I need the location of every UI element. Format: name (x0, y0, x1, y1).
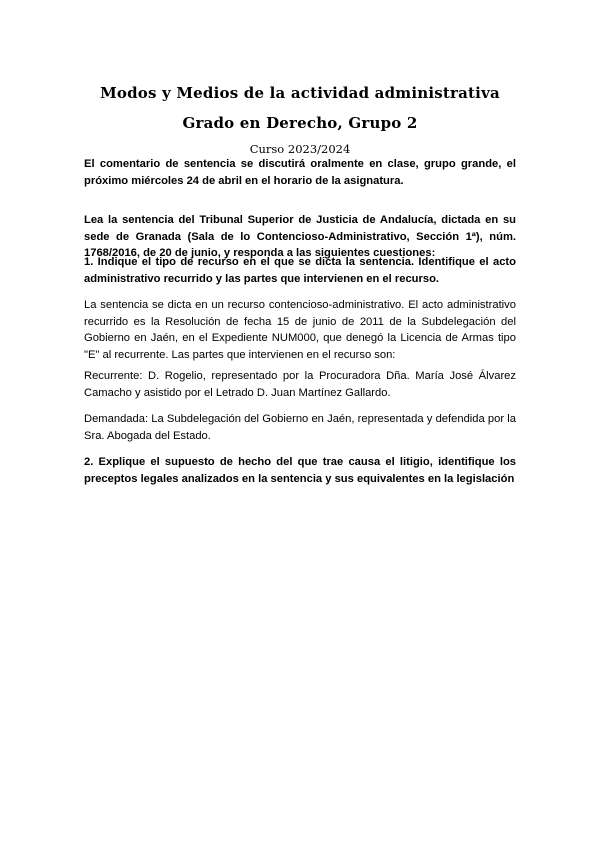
intro-paragraph: El comentario de sentencia se discutirá oralmente en clase, grupo grande, el próximo miércoles 24 de abril en el horario de la asignatura. (84, 158, 516, 187)
instruction-paragraph: Lea la sentencia del Tribunal Superior de Justicia de Andalucía, dictada en su sede de Granada (Sala de lo Contencioso-Administrativo, Sección 1ª), núm. 1768/2016, de 20 de junio, y responda a las siguientes cuestiones: (84, 214, 516, 259)
document-subtitle: Grado en Derecho, Grupo 2 (182, 114, 418, 132)
course-label: Curso 2023/2024 (249, 142, 351, 156)
respondent-paragraph: Demandada: La Subdelegación del Gobierno en Jaén, representada y defendida por la Sra. Abogada del Estado. (84, 413, 516, 442)
document-title: Modos y Medios de la actividad administrativa (100, 84, 500, 102)
appellant-paragraph: Recurrente: D. Rogelio, representado por la Procuradora Dña. María José Álvarez Camacho y asistido por el Letrado D. Juan Martínez Gallardo. (84, 370, 516, 399)
question-2: 2. Explique el supuesto de hecho del que trae causa el litigio, identifique los preceptos legales analizados en la sentencia y sus equivalentes en la legislación (84, 456, 516, 485)
question-1: 1. Indique el tipo de recurso en el que se dicta la sentencia. Identifique el acto administrativo recurrido y las partes que intervienen en el recurso. (84, 256, 516, 285)
answer-1-paragraph: La sentencia se dicta en un recurso contencioso-administrativo. El acto administrativo recurrido es la Resolución de fecha 15 de junio de 2011 de la Subdelegación del Gobierno en Jaén, en el Expediente NUM000, que denegó la Licencia de Armas tipo "E" al recurrente. Las partes que intervienen en el recurso son: (84, 299, 516, 361)
